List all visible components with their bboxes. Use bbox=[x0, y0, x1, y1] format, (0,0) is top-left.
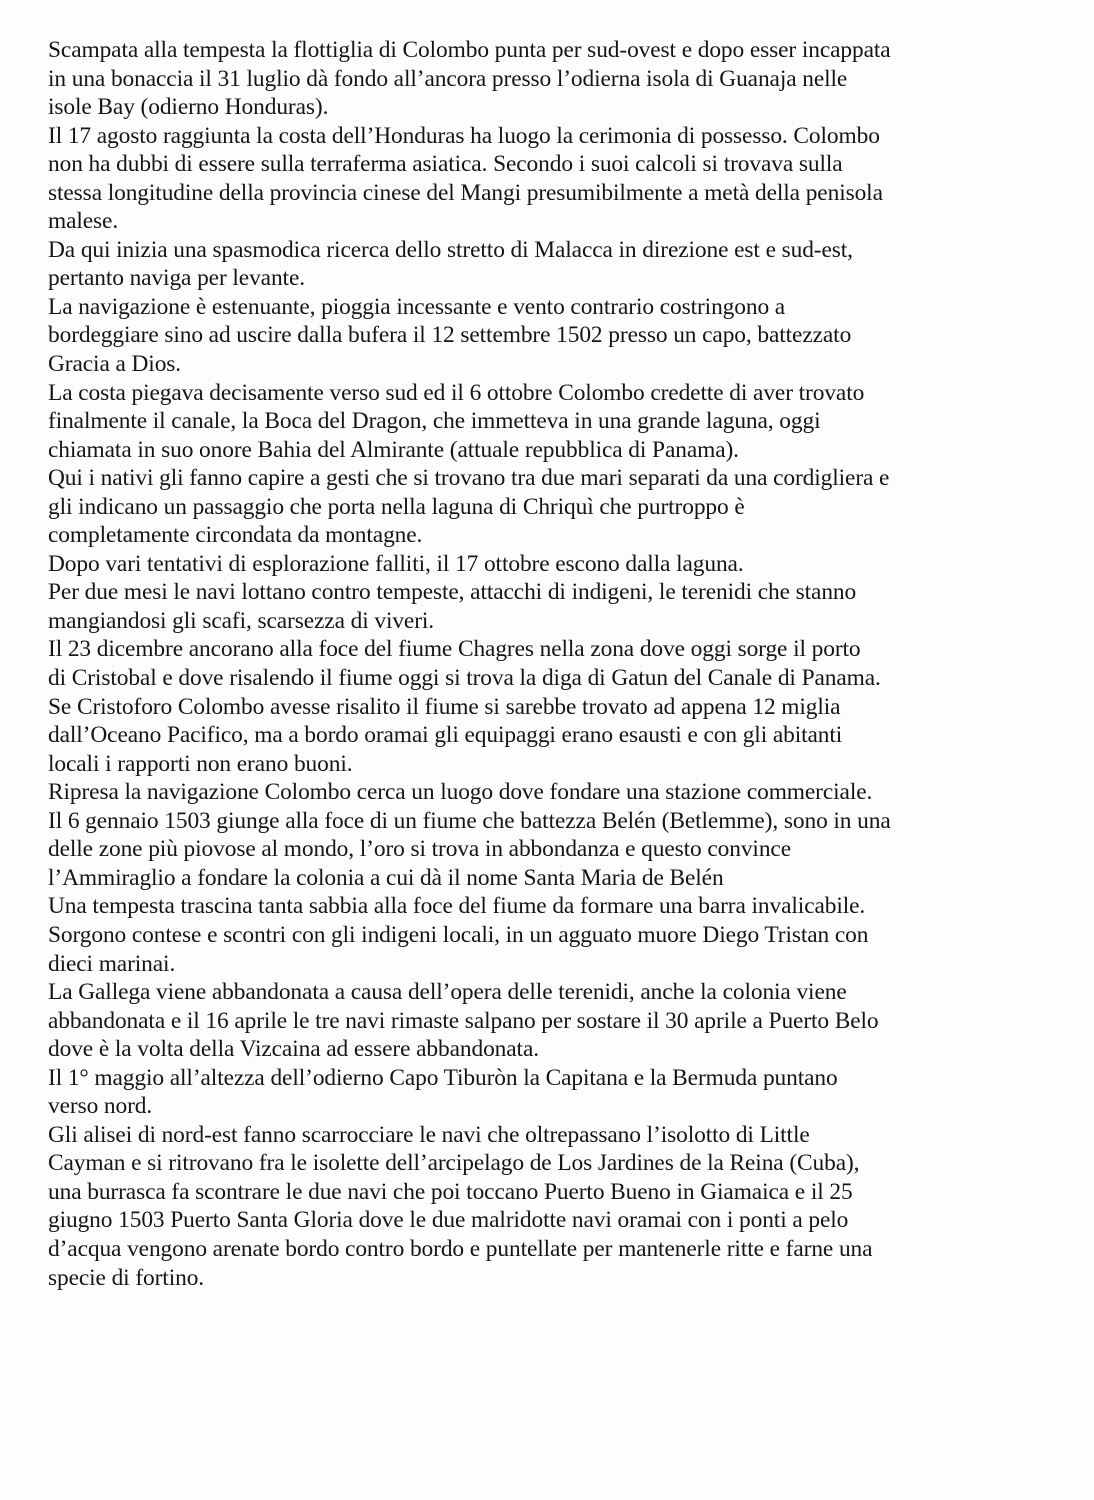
text-line: non ha dubbi di essere sulla terraferma asiatica. Secondo i suoi calcoli si trovava sulla bbox=[48, 151, 843, 178]
text-line: Dopo vari tentativi di esplorazione falliti, il 17 ottobre escono dalla laguna. bbox=[48, 550, 744, 577]
text-line: d’acqua vengono arenate bordo contro bordo e puntellate per mantenerle ritte e farne una bbox=[48, 1235, 873, 1262]
text-line: malese. bbox=[48, 208, 119, 235]
text-line: chiamata in suo onore Bahia del Almirante (attuale repubblica di Panama). bbox=[48, 436, 739, 463]
text-line: Gracia a Dios. bbox=[48, 351, 182, 378]
text-line: gli indicano un passaggio che porta nella laguna di Chriquì che purtroppo è bbox=[48, 493, 745, 520]
text-line: dall’Oceano Pacifico, ma a bordo oramai gli equipaggi erano esausti e con gli abitanti bbox=[48, 722, 843, 749]
text-line: Sorgono contese e scontri con gli indigeni locali, in un agguato muore Diego Tristan con bbox=[48, 921, 869, 948]
text-line: Da qui inizia una spasmodica ricerca dello stretto di Malacca in direzione est e sud-est, bbox=[48, 236, 853, 263]
text-line: specie di fortino. bbox=[48, 1264, 205, 1291]
text-line: La costa piegava decisamente verso sud ed il 6 ottobre Colombo credette di aver trovato bbox=[48, 379, 865, 406]
text-line: Il 23 dicembre ancorano alla foce del fiume Chagres nella zona dove oggi sorge il porto bbox=[48, 636, 861, 663]
text-line: La Gallega viene abbandonata a causa dell’opera delle terenidi, anche la colonia viene bbox=[48, 979, 847, 1006]
text-line: di Cristobal e dove risalendo il fiume oggi si trova la diga di Gatun del Canale di Panama. bbox=[48, 665, 881, 692]
text-line: abbandonata e il 16 aprile le tre navi rimaste salpano per sostare il 30 aprile a Puerto Belo bbox=[48, 1007, 879, 1034]
body-text bbox=[48, 36, 1078, 1292]
text-line: Qui i nativi gli fanno capire a gesti che si trovano tra due mari separati da una cordigliera e bbox=[48, 465, 890, 492]
text-line: Gli alisei di nord-est fanno scarrocciare le navi che oltrepassano l’isolotto di Little bbox=[48, 1121, 810, 1148]
text-line: giugno 1503 Puerto Santa Gloria dove le due malridotte navi oramai con i ponti a pelo bbox=[48, 1207, 849, 1234]
text-line: dove è la volta della Vizcaina ad essere abbandonata. bbox=[48, 1036, 539, 1063]
text-line: La navigazione è estenuante, pioggia incessante e vento contrario costringono a bbox=[48, 293, 786, 320]
text-line: Se Cristoforo Colombo avesse risalito il fiume si sarebbe trovato ad appena 12 miglia bbox=[48, 693, 841, 720]
text-line: delle zone più piovose al mondo, l’oro si trova in abbondanza e questo convince bbox=[48, 836, 791, 863]
text-line: finalmente il canale, la Boca del Dragon, che immetteva in una grande laguna, oggi bbox=[48, 408, 821, 435]
text-line: Il 1° maggio all’altezza dell’odierno Capo Tiburòn la Capitana e la Bermuda puntano bbox=[48, 1064, 838, 1091]
text-line: Il 17 agosto raggiunta la costa dell’Honduras ha luogo la cerimonia di possesso. Colombo bbox=[48, 122, 880, 149]
text-line: mangiandosi gli scafi, scarsezza di viveri. bbox=[48, 607, 435, 634]
text-line: stessa longitudine della provincia cinese del Mangi presumibilmente a metà della penisola bbox=[48, 179, 883, 206]
text-line: in una bonaccia il 31 luglio dà fondo all’ancora presso l’odierna isola di Guanaja nelle bbox=[48, 65, 848, 92]
text-line: Scampata alla tempesta la flottiglia di Colombo punta per sud-ovest e dopo esser incappata bbox=[48, 37, 891, 63]
text-line: Una tempesta trascina tanta sabbia alla foce del fiume da formare una barra invalicabile. bbox=[48, 893, 866, 920]
text-line: l’Ammiraglio a fondare la colonia a cui dà il nome Santa Maria de Belén bbox=[48, 864, 724, 891]
text-line: pertanto naviga per levante. bbox=[48, 265, 305, 292]
text-line: una burrasca fa scontrare le due navi che poi toccano Puerto Bueno in Giamaica e il 25 bbox=[48, 1178, 853, 1205]
text-line: completamente circondata da montagne. bbox=[48, 522, 423, 549]
text-line: Ripresa la navigazione Colombo cerca un luogo dove fondare una stazione commerciale. bbox=[48, 779, 873, 806]
text-line: Cayman e si ritrovano fra le isolette dell’arcipelago de Los Jardines de la Reina (Cuba), bbox=[48, 1150, 860, 1177]
text-line: bordeggiare sino ad uscire dalla bufera il 12 settembre 1502 presso un capo, battezzato bbox=[48, 322, 852, 349]
text-line: Il 6 gennaio 1503 giunge alla foce di un fiume che battezza Belén (Betlemme), sono in una bbox=[48, 807, 891, 834]
text-line: locali i rapporti non erano buoni. bbox=[48, 750, 353, 777]
text-line: verso nord. bbox=[48, 1093, 153, 1120]
text-line: Per due mesi le navi lottano contro tempeste, attacchi di indigeni, le terenidi che stanno bbox=[48, 579, 857, 606]
text-line: dieci marinai. bbox=[48, 950, 176, 977]
text-line: isole Bay (odierno Honduras). bbox=[48, 94, 329, 121]
